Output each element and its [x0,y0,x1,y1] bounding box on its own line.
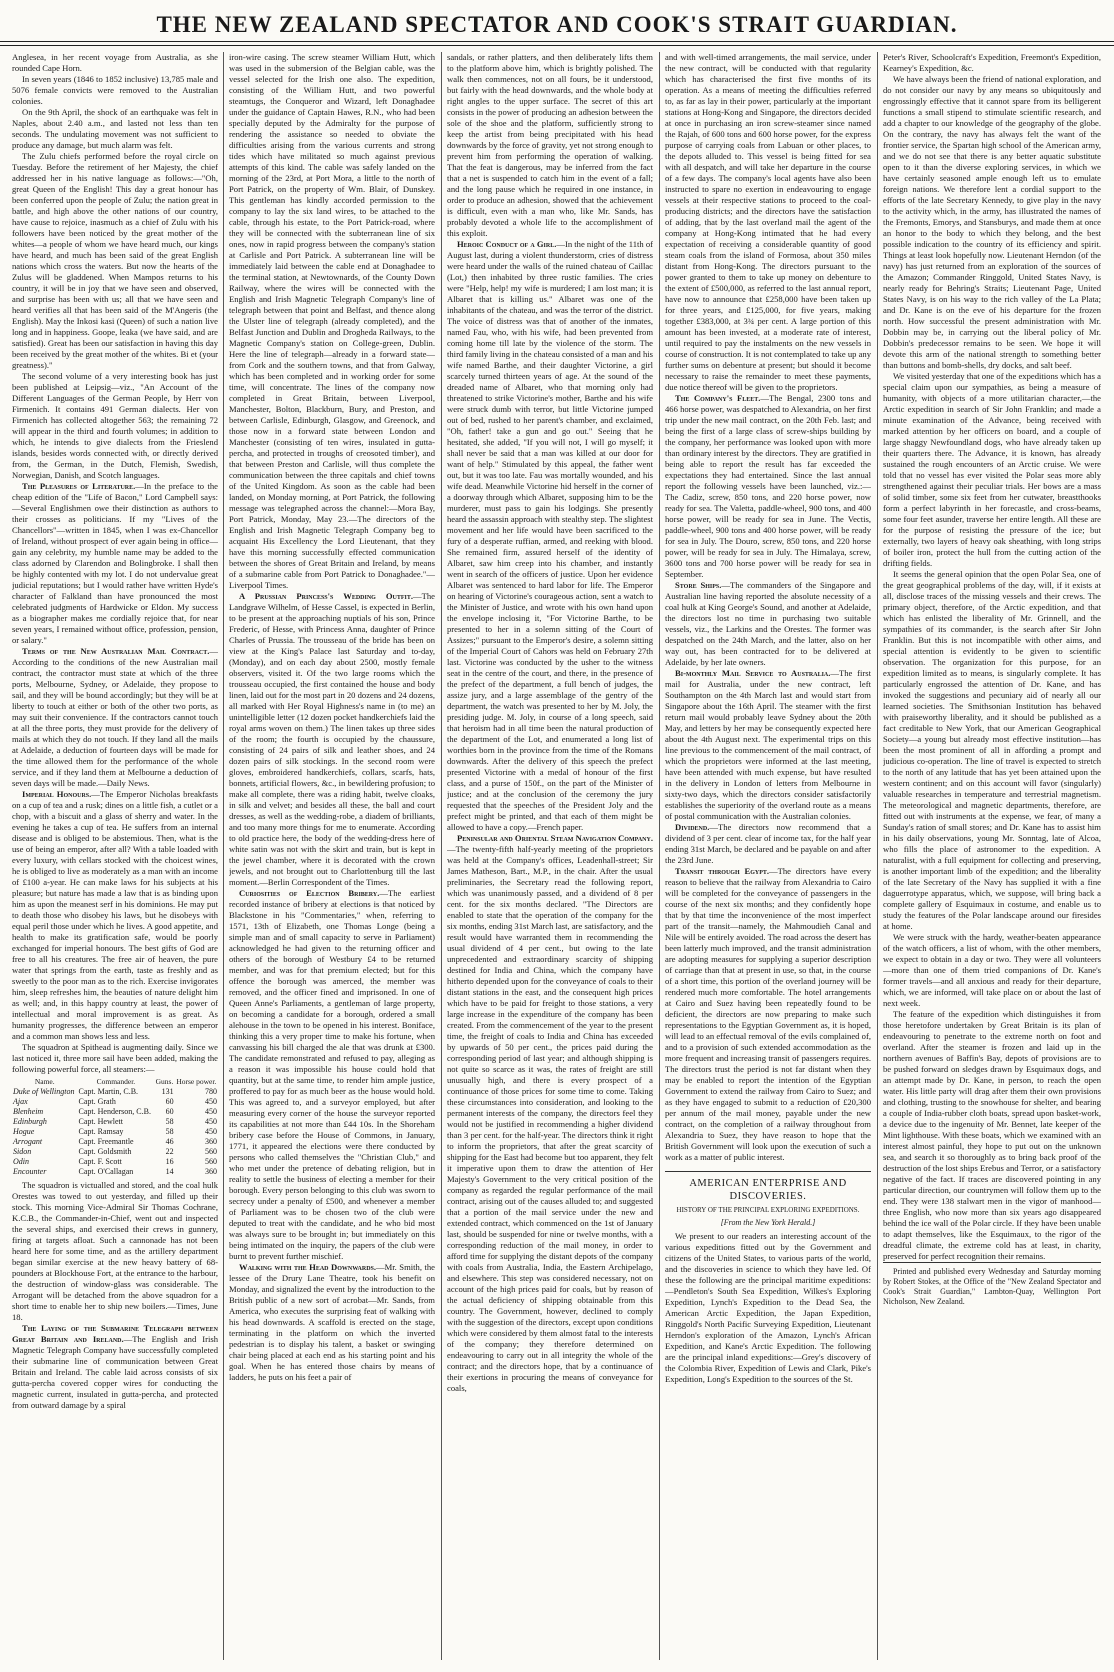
fleet-table-header [12,1077,218,1087]
article-paragraph [229,591,435,888]
article-paragraph: We present to our readers an interesting account of the various expeditions fitted out by the Government and citizens of the United States, to various parts of the world, and the discoveries in science to which they have led. Of these the following are the principal maritime expeditions:—Pendleton's South Sea Expedition, Wilkes's Exploring Expedition, Lynch's Expedition to the Dead Sea, the American Arctic Expedition, the Japan Expedition, Ringgold's North Pacific Surveying Expedition, Lieutenant Herndon's exploration of the Amazon, Lynch's African Expedition, and Kane's Arctic Expedition. The following are the principal inland expeditions:—Grey's discovery of the Colombia River, Expedition of Lewis and Clark, Pike's Expedition, Long's Expedition to the sources of the St. [665,1231,871,1384]
fleet-horse-power: 450 [205,1107,217,1116]
article-heading: Curiosities of Election Bribery. [239,888,380,898]
article-paragraph: The squadron at Spithead is augmenting daily. Since we last noticed it, three more sail have been added, making the following powerful force, all steamers:— [12,1042,218,1074]
column-divider [877,52,878,1660]
fleet-table-row [12,1167,218,1177]
article-paragraph: In seven years (1846 to 1852 inclusive) 13,785 male and 5076 female convicts were removed to the Australian colonies. [12,74,218,106]
column-1 [12,52,218,1660]
article-body: —The Bengal, 2300 tons and 466 horse power, was despatched to Alexandria, on her first trip under the new mail contract, on the 20th Feb. last; and being the first of a large class of screw-ships building by the company, her performance was looked upon with more than ordinary interest by the directors. They are gratified in being able to report the result has far exceeded the expectations they had entertained. Since the last annual report the following vessels have been launched, viz.:—The Cadiz, screw, 850 tons, and 220 horse power, now ready for sea. The Valetta, paddle-wheel, 900 tons, and 400 horse power, will be ready for sea in June. The Vectis, paddle-wheel, 900 tons and 400 horse power, will be ready for sea in July. The Douro, screw, 850 tons, and 220 horse power, will be ready for sea in July. The Himalaya, screw, 3600 tons and 700 horse power will be ready for sea in September. [665,393,871,579]
section-subheading: HISTORY OF THE PRINCIPAL EXPLORING EXPEDITIONS. [676,1206,860,1214]
fleet-ship-name: Sidon [13,1147,32,1156]
article-paragraph [665,580,871,668]
fleet-table-row [12,1137,218,1147]
column-3 [447,52,653,1660]
article-body: —Mr. Smith, the lessee of the Drury Lane Theatre, took his benefit on Monday, and signalized the event by the introduction to the British public of a new sort of acrobat—Mr. Sands, from America, who executes the surprising feat of walking with his head downwards. A scaffold is erected on the stage, terminating in the platform on which the inverted pedestrian is to display his talent, a basket or swinging chair being placed at each end as his starting point and his goal. When he has entered those chairs by means of ladders, he puts on his feet a pair of [229,1262,435,1382]
article-paragraph [665,393,871,580]
fleet-commander: Capt. O'Callagan [78,1167,134,1176]
article-paragraph: The squadron is victualled and stored, and the coal hulk Orestes was towed to out yesterday, and filled up their stock. This morning Vice-Admiral Sir Thomas Cochrane, K.C.B., the Commander-in-Chief, went out and inspected the several ships, and exercised their crews in gunnery, firing at targets afloat. Such a cannonade has not been heard here for some time, and as the artillery department began similar exercise at the new heavy battery of 68-pounders at Blockhouse Fort, at the entrance to the harbour, the destruction of window-glass was considerable. The Arrogant will be detached from the above squadron for a short time to enable her to ship new boilers.—Times, June 18. [12,1180,218,1322]
fleet-guns: 60 [165,1107,174,1116]
fleet-horse-power: 360 [205,1167,217,1176]
fleet-horse-power: 450 [205,1097,217,1106]
fleet-guns: 60 [165,1097,174,1106]
fleet-horse-power: 360 [205,1137,217,1146]
article-heading: Terms of the New Australian Mail Contract. [22,646,210,656]
column-divider [441,52,442,1660]
article-heading: The Company's Fleet. [675,393,761,403]
article-body: —The Emperor Nicholas breakfasts on a cup of tea and a rusk; dines on a little fish, a cutlet or a chop, with a biscuit and a glass of sherry and water. In the evening he takes a cup of tea. He suffers from an internal disease and is obliged to be abstemious. Then, what is the use of being an emperor, after all? With a table loaded with every luxury, with cellars stocked with the choicest wines, he is obliged to live as moderately as a man with an income of £100 a-year. He can make laws for his subjects at his pleasure; but nature has made a law that is as binding upon him as upon the meanest serf in his dominions. He may put to death those who disobey his laws, but he disobeys with equal peril those under which he lives. A good appetite, and health to make its gratification safe, would be poorly exchanged for imperial honours. The best gifts of God are free to all his creatures. The free air of heaven, the pure water that springs from the earth, taste as freshly and as sweetly to the poor man as to the rich. Exercise invigorates him, sleep refreshes him, the beauties of nature delight him as well; and, in this happy country at least, the power of intellectual and moral improvement is as great. As humanity progresses, the difference between an emperor and a common man shows less and less. [12,789,218,1041]
article-heading: Dividend. [675,822,710,832]
section-heading: AMERICAN ENTERPRISE AND DISCOVERIES. [665,1171,871,1203]
column-2 [229,52,435,1660]
article-paragraph: We visited yesterday that one of the expeditions which has a special claim upon our sympathies, as being a measure of humanity, with objects of a more utilitarian character,—the Arctic expedition in search of Sir John Franklin; and made a minute examination of the Advance, being received with marked attention by her officers on board, and a couple of large shaggy Newfoundland dogs, who have already taken up their quarters there. The Advance, it is known, has already sustained the rough encounters of an Arctic cruise. We were told that no vessel has ever visited the Polar seas more ably strengthened against their peculiar trials. Her bows are a mass of solid timber, some six feet from her cutwater, breastthooks form a perfect labyrinth in her forecastle, and cross-beams, some four feet asunder, traverse her entire length. All these are for the purpose of resisting the pressure of the ice; but externally, two layers of heavy oak sheathing, with long strips of boiler iron, protect the hull from the cutting action of the drifting fields. [883,371,1101,568]
article-body: —The earliest recorded instance of bribery at elections is that noticed by Blackstone in his "Commentaries," when, referring to 1571, 13th of Elizabeth, one Thomas Longe (being a simple man and of small capacity to serve in Parliament) acknowledged he had given to the returning officer and others of the borough of Westbury £4 to be returned member, and was for that premium elected; but for this offence the borough was amerced, the member was removed, and the officer fined and imprisoned. In one of Queen Anne's Parliaments, a gentleman of large property, on becoming a candidate for a borough, ordered a small alehouse in the town to be opened in his interest. Boniface, thinking this a very proper time to make his fortune, when canvassing his bill charged the ale that was drunk at £300. The candidate remonstrated and refused to pay, alleging as a reason it was impossible his house could hold that quantity, but at the same time, to render him ample justice, proffered to pay for as much beer as the house would hold. This was agreed to, and a surveyor employed, but after measuring every corner of the house the surveyor reported its capabilities at not more than £44 10s. In the Shoreham bribery case before the House of Commons, in January, 1771, it appeared the elections were there conducted by persons who called themselves the "Christian Club," and who met under the pretence of debating religion, but in reality to settle the business of electing a member for their borough. Every person belonging to this club was sworn to secrecy under a penalty of £500, and whenever a member of Parliament was to be chosen two of the club were deputed to treat with the candidate, and he who bid most was always sure to be brought in; but immediately on this being intimated on the inquiry, the papers of the club were burnt to prevent further mischief. [229,888,435,1261]
article-paragraph: The feature of the expedition which distinguishes it from those heretofore undertaken by Great Britain is its plan of endeavouring to penetrate to the extreme north on foot and overland. After the steamer is frozen and laid up in the northern avenues of Baffin's Bay, depots of provisions are to be pushed forward on sledges drawn by Esquimaux dogs, and an attempt made by Dr. Kane, in person, to reach the open water. His little party will drag after them their own provisions and clothing, trusting to the snowhouse for shelter, and bearing a couple of India-rubber cloth boats, spread upon basket-work, a device due to the ingenuity of Mr. Bennet, late keeper of the Mint lighthouse. With these boats, which we examined with an interest almost painful, they hope to put out on the unknown sea, and search it so thoroughly as to bring back proof of the destruction of the lost ships Erebus and Terror, or a satisfactory negative of the fact. If traces are discovered pointing in any particular direction, our countrymen will follow them up to the end. They were 138 stalwart men in the vigor of manhood—three English, who now more than six years ago disappeared behind the ice wall of the Polar circle. If they have been unable to adapt themselves, like the Esquimaux, to the rigor of the dreadful climate, the extreme cold has at least, in charity, preserved for perfect recognition their remains. [883,1009,1101,1261]
source-credit: [From the New York Herald.] [720,1218,816,1227]
article-paragraph: Anglesea, in her recent voyage from Australia, as she rounded Cape Horn. [12,52,218,73]
article-heading: Peninsular and Oriental Steam Navigation Company. [457,833,653,843]
columns [12,52,1104,1660]
article-paragraph: sandals, or rather platters, and then deliberately lifts them to the platform above him, which is brightly polished. The walk then commences, not on all fours, be it understood, but fairly with the head downwards, and the whole body at right angles to the upper surface. The secret of this art consists in the power of producing an adhesion between the sole of the shoe and the platform, sufficiently strong to keep the artist from being precipitated with his head downwards by the force of gravity, yet not strong enough to prevent him from performing the operation of walking. That the feat is dangerous, may be inferred from the fact that a net is suspended to catch him in the event of a fall; and the long pause which he required in one instance, in order to produce an adhesion, showed that the achievement is difficult, even with a man who, like Mr. Sands, has probably devoted a whole life to the accomplishment of this exploit. [447,52,653,238]
fleet-header-name: Name. [34,1077,55,1086]
article-paragraph [229,1262,435,1383]
article-heading: A Prussian Princess's Wedding Outfit. [239,591,414,601]
column-4 [665,52,871,1660]
fleet-commander: Capt. Ramsay [78,1127,124,1136]
fleet-commander: Capt. Henderson, C.B. [78,1107,151,1116]
publisher-imprint: Printed and published every Wednesday and Saturday morning by Robert Stokes, at the Office of the "New Zealand Spectator and Cook's Strait Guardian," Lambton-Quay, Wellington Port Nicholson, New Zealand. [883,1262,1101,1307]
article-paragraph [665,866,871,1163]
article-heading: Walking with the Head Downwards. [239,1262,377,1272]
article-paragraph: iron-wire casing. The screw steamer William Hutt, which was used in the submersion of the Belgian cable, was the vessel selected for the Irish one also. The expedition, consisting of the William Hutt, and two powerful steamtugs, the Conqueror and Wizard, left Donaghadee under the guidance of Captain Hawes, R.N., who had been specially deputed by the Admiralty for the purpose of rendering the assistance so needed to obviate the difficulties arising from the various currents and strong tides which have militated so much against previous attempts of this kind. The cable was safely landed on the morning of the 23rd, at Port Mora, a little to the north of Port Patrick, on the property of Wm. Blair, of Dunskey. This gentleman has kindly accorded permission to the company to lay the six land wires, to be attached to the cable, through his estate, to the Port Patrick-road, where they will be connected with the subterranean line of six ones, now in rapid progress between the company's station at Carlisle and Port Patrick. A subterranean line will be immediately laid between the cable end at Donaghadee to the terminal station, at Newtownards, of the County Down Railway, where the wires will be connected with the English and Irish Magnetic Telegraph Company's line of telegraph between that point and Belfast, and thence along the Ulster line of telegraph (already completed), and the Belfast Junction and Dublin and Drogheda Railways, to the Magnetic Company's station on College-green, Dublin. Here the line of telegraph—already in a forward state—from Cork and the southern towns, and that from Galway, which has been completed and in working order for some time, will concentrate. The lines of the company now completed in Great Britain, between Liverpool, Manchester, Bolton, Blackburn, Bury, and Preston, and between Carlisle, Edinburgh, Glasgow, and Greenock, and those now in a forward state between London and Manchester (consisting of ten wires, insulated in gutta-percha, and protected in troughs of creosoted timber), and that between Preston and Carlisle, will thus complete the communication between the three capitals and chief towns of the United Kingdom. As soon as the cable had been landed, on Monday morning, at Port Patrick, the following message was telegraphed across the channel:—Mora Bay, Port Patrick, Monday, May 23.—The directors of the English and Irish Magnetic Telegraph Company beg to acquaint His Excellency the Lord Lieutenant, that they have this morning successfully effected communication between the shores of Great Britain and Ireland, by means of a submarine cable from Port Patrick to Donaghadee."—Liverpool Times. [229,52,435,590]
article-heading: Store Ships. [675,580,722,590]
fleet-table-row [12,1147,218,1157]
fleet-table-body [12,1087,218,1177]
article-paragraph [665,822,871,866]
masthead-rule-thin [0,45,1114,46]
article-paragraph: On the 9th April, the shock of an earthquake was felt in Naples, about 2.40 a.m., and lasted not less than ten seconds. The undulating movement was not sufficient to produce any damage, but much alarm was felt. [12,107,218,150]
article-heading: The Pleasures of Literature. [22,481,136,491]
article-paragraph: It seems the general opinion that the open Polar Sea, one of the great geographical problems of the day, will, if it exists at all, disclose traces of the missing vessels and their crews. The primary object, therefore, of the Arctic expedition, and that which has enlisted the liberality of Mr. Grinnell, and the sympathies of its commander, is the search after Sir John Franklin. But this is not incompatible with other aims, and special attention is evidently to be given to scientific observation. The organization for this purpose, for an expedition limited as to means, is singularly complete. It has particularly engrossed the attention of Dr. Kane, and has invoked the suggestions and pecuniary aid of nearly all our learned societies. The Smithsonian Institution has behaved with praiseworthy liberality, and it should be published as a fact creditable to New York, that our American Geographical Society—a young but already most effective institution—has been the most prominent of all in affording a prompt and judicious co-operation. The line of travel is expected to stretch to the north of any latitude that has yet been attained upon the western continent; and on this account will favor (singularly) valuable researches in temperature and terrestrial magnetism. The meteorological and magnetic departments, therefore, are fitted out with instruments at the expense, we fear, of many a Sunday's ration of small stores; and Dr. Kane has to assist him in his daily observations, young Mr. Sonntag, late of Alcoa, who fills the place of astronomer to the expedition. A naturalist, with a full equipment for collecting and preserving, is another important limb of the expedition; and the liberality of the late Secretary of the Navy has supplied it with a fine daguerrotype apparatus, which, we suppose, will bring back a complete gallery of Esquimaux in costume, and enable us to study the features of the Polar landscape around our firesides at home. [883,569,1101,931]
article-body: —In the preface to the cheap edition of the "Life of Bacon," Lord Campbell says:—Several Englishmen owe their distinction as authors to their crosses as politicians. If my "Lives of the Chancellors"—written in 1845, when I was ex-Chancellor of Ireland, without prospect of ever again being in office—gain any celebrity, my humble name may be added to the class adorned by Clarendon and Bolingbroke. I shall then be highly contented with my lot. I do not undervalue great judicial reputations; but I would rather have written Hyde's character of Falkland than have pronounced the most celebrated judgments of Hardwicke or Eldon. My success as a biographer makes me cordially rejoice that, for near seven years, I remained without office, profession, pension, or salary." [12,481,218,645]
article-heading: Bi-monthly Mail Service to Australia. [675,668,831,678]
article-body: —The commanders of the Singapore and Australian line having reported the absolute necessity of a coal hulk at King George's Sound, and another at Adelaide, the directors lost no time in purchasing two suitable vessels, viz., the Larkins and the Orestes. The former was despatched on the 24th March, and the latter, also on her way out, has been contracted for to be delivered at Adelaide, by her late owners. [665,580,871,667]
article-body: —The directors now recommend that a dividend of 3 per cent. clear of income tax, for the half year ending 31st March, be declared and be payable on and after the 23rd June. [665,822,871,865]
fleet-commander: Capt. Hewlett [78,1117,123,1126]
fleet-table [12,1077,218,1177]
fleet-commander: Capt. Martin, C.B. [78,1087,139,1096]
article-paragraph [12,789,218,1042]
fleet-horse-power: 450 [205,1117,217,1126]
article-heading: Heroic Conduct of a Girl. [457,239,557,249]
article-paragraph: We have always been the friend of national exploration, and do not consider our navy by any means so ubiquitously and engrossingly effective that it cannot spare from its belligerent functions a small stipend to stimulate scientific research, and add a chapter to our knowledge of the geography of the globe. On the contrary, the navy has always felt the want of the frontier service, the Spartan high school of the American army, and we do not see that there is any better aquatic substitute open to it than the diverse exploring services, in which we have certainly seasoned ample enough left us to emulate foreign nations. We therefore lent a cordial support to the efforts of the late Secretary Kennedy, to give play in the navy to the activity which, in the army, has illustrated the names of the Fremonts, Emorys, and Stansburys, and made them at once an honor to the body to which they belong, and the best possible indication to the country of its efficiency and spirit. Things at least look hopefully now. Lieutenant Herndon (of the navy) has just returned from an exploration of the sources of the Amazon; Commander Ringgold, United States Navy, is nearly ready for Behring's Straits; Lieutenant Page, United States Navy, is on his way to the rich valley of the La Plata; and Dr. Kane is on the eve of his departure for the frozen north. How successful the present administration with Mr. Dobbin may be, in carrying out the liberal policy of Mr. Dobbin's predecessor remains to be seen. We hope it will devote this arm of the national strength to something better than buttons and bomb-shells, dry docks, and salt beef. [883,74,1101,370]
fleet-table-row [12,1127,218,1137]
article-paragraph: The Zulu chiefs performed before the royal circle on Tuesday. Before the retirement of her Majesty, the chief addressed her in his native language as follows:—"Oh, great Queen of the English! This day a great honour has been conferred upon the people of Zulu; the nation great in battle, and high above the other nations of our country, have cause to rejoice, inasmuch as a chief of Zulu with his followers have been noticed by the great mother of the whites—a people of whom we have heard much, our kings have heard, and much has been said of the great English nations which cross the waters. But now the hearts of the Zulus will be gladdened. When Mampos returns to his country, it will be in joy that we have seen and observed, and surprise has been with us; all that we have seen and heard verifies all that has been said of the M'Angeris (the English). May the Inkosi kasi (Queen) of such a nation live long and in happiness. Goope, leaka (we have said, and are satisfied). Great has been our satisfaction in having this day been received by the great mother of the whites. Bi et (your greatness)." [12,151,218,370]
column-5 [883,52,1101,1660]
fleet-commander: Capt. F. Scott [78,1157,122,1166]
article-paragraph [447,833,653,1394]
fleet-header-horse-power: Horse power. [176,1077,217,1086]
fleet-guns: 14 [165,1167,174,1176]
fleet-guns: 22 [165,1147,174,1156]
article-paragraph [665,668,871,822]
column-divider [659,52,660,1660]
fleet-table-row [12,1087,218,1097]
article-heading: The Laying of the Submarine Telegraph between Great Britain and Ireland. [12,1323,218,1344]
article-paragraph [229,888,435,1262]
masthead-rule [0,41,1114,42]
article-paragraph [12,646,218,789]
fleet-ship-name: Hogue [13,1127,35,1136]
article-paragraph: We were struck with the hardy, weather-beaten appearance of the watch officers, a list of whom, with the other members, we expect to obtain in a day or two. They were all volunteers—more than one of them tried companions of Dr. Kane's former travels—and all anxious and ready for their departure, which, we are informed, will take place on or about the last of next week. [883,932,1101,1008]
fleet-horse-power: 560 [205,1157,217,1166]
article-body: —The English and Irish Magnetic Telegraph Company have successfully completed their submarine line of communication between Great Britain and Ireland. The cable laid across consists of six gutta-percha covered copper wires for conducting the magnetic current, insulated in gutta-percha, and protected from outward damage by a spiral [12,1334,218,1410]
fleet-ship-name: Ajax [13,1097,28,1106]
fleet-horse-power: 450 [205,1127,217,1136]
newspaper-title: THE NEW ZEALAND SPECTATOR AND COOK'S STRAIT GUARDIAN. [156,12,958,37]
fleet-table-row [12,1117,218,1127]
article-body: —The twenty-fifth half-yearly meeting of the proprietors was held at the Company's offices, Leadenhall-street; Sir James Matheson, Bart., M.P., in the chair. After the usual preliminaries, the Secretary read the following report, which was unanimously passed, and a dividend of 8 per cent. for the six months declared. "The Directors are enabled to state that the operation of the company for the six months, ending 31st March last, are satisfactory, and the result would have warranted them in recommending the usual dividend of 4 per cent., but owing to the late unprecedented and extraordinary scarcity of shipping destined for India and China, which the company have hitherto depended upon for the conveyance of coals to their distant stations in the east, and the consequent high prices which have to be paid for freight to those stations, a very large increase in the expenditure of the company has been created. From the commencement of the year to the present time, the freight of coals to India and China has exceeded by upwards of 50 per cent., the prices paid during the corresponding period of last year; and although shipping is not quite so scarce as it was, the rates of freight are still unusually high, and there is every prospect of a continuance of those prices for some time to come. Taking these circumstances into consideration, and looking to the permanent interests of the company, the directors feel they would not be justified in recommending a higher dividend than 3 per cent. for the half-year. The directors think it right to inform the proprietors, that after the great scarcity of shipping for the East had become but too apparent, they felt it imperative upon them to draw the attention of Her Majesty's Government to the very critical position of the company as regarded the regular performance of the mail contract, arising out of the causes alluded to; and suggested that a portion of the mail service under the new and extended contract, which commenced on the 1st of January last, should be suspended for nine or twelve months, with a corresponding reduction of the mail money, in order to afford time for supplying the distant depots of the company with coals from Australia, India, the Eastern Archipelago, and elsewhere. This step was considered necessary, not on account of the high prices paid for coals, but by reason of the actual deficiency of shipping obtainable from this country. The Government, however, declined to comply with the suggestion of the directors, except upon conditions which were considered by them almost fatal to the interests of the company; they therefore determined on endeavouring to carry out in all integrity the whole of the contract; and the directors hope, that by a continuance of their exertions in procuring the means of conveyance for coals, [447,844,653,1393]
fleet-ship-name: Arrogant [13,1137,43,1146]
fleet-guns: 46 [165,1137,174,1146]
article-paragraph: Peter's River, Schoolcraft's Expedition, Freemont's Expedition, Kearney's Expedition, &c. [883,52,1101,73]
fleet-guns: 58 [165,1127,174,1136]
fleet-guns: 131 [161,1087,174,1096]
fleet-commander: Capt. Goldsmith [78,1147,132,1156]
article-paragraph: and with well-timed arrangements, the mail service, under the new contract, will be conducted with that regularity which has characterised the first five months of its operation. As a means of meeting the difficulties referred to, as far as lay in their power, particularly at the important stations at Hong-Kong and Singapore, the directors decided at once in purchasing an iron screw-steamer since named the Rajah, of 600 tons and 600 horse power, for the express purpose of carrying coals from Labuan or other places, to the depots alluded to. This vessel is being fitted for sea with all despatch, and will take her departure in the course of a few days. The company's local agents have also been instructed to spare no exertion in endeavouring to engage vessels at their respective stations to proceed to the coal-producing districts; and the directors have the satisfaction of adding, that by the last overland mail the agent of the company at Hong-Kong intimated that he had every expectation of receiving a considerable quantity of good steam coals from the island of Formosa, about 350 miles distant from Hong-Kong. The directors pursuant to the power granted to them to take up money on debenture to the extent of £500,000, as referred to the last annual report, have now to announce that £258,000 have been taken up for three years, and £125,000, for five years, making together £383,000, at 3¾ per cent. A large portion of this amount has been invested, at a moderate rate of interest, until required to pay the instalments on the new vessels in course of construction. It is not contemplated to take up any further sums on debenture at present; but should it become necessary to raise the remainder to meet these payments, due notice thereof will be given to the proprietors. [665,52,871,392]
fleet-commander: Capt. Freemantle [78,1137,134,1146]
fleet-guns: 16 [165,1157,174,1166]
article-body: —The first mail for Australia, under the new contract, left Southampton on the 4th March last and would start from Singapore about the 16th April. The steamer with the first return mail would probably leave Sydney about the 20th May, and letters by her may be consequently expected here about the 4th August next. The experimental trips on this line previous to the commencement of the mail contract, of which the proprietors were informed at the last meeting, have been attended with much expense, but have resulted in the delivery in London of letters from Melbourne in sixty-two days, which the directors consider satisfactorily establishes the superiority of the overland route as a means of postal communication with the Australian colonies. [665,668,871,821]
fleet-ship-name: Duke of Wellington [13,1087,75,1096]
fleet-horse-power: 560 [205,1147,217,1156]
fleet-commander: Capt. Grath [78,1097,116,1106]
fleet-ship-name: Edinburgh [13,1117,47,1126]
fleet-ship-name: Encounter [13,1167,47,1176]
article-body: —The Landgrave Wilhelm, of Hesse Cassel, is expected in Berlin, to be present at the approaching nuptials of his son, Prince Frederic, of Hesse, with Princess Anna, daughter of Prince Charles of Prussia. The trousseau of the bride has been on view at the King's Palace last Saturday and to-day, (Monday), and on each day about 2500, mostly female observers, visited it. Of the two large rooms which the trousseau occupied, the first contained the house and body linen, laid out for the most part in 20 dozens and 24 dozens, all marked with Her Royal Highness's name in (to me) an unintelligible letter (12 dozen pocket handkerchiefs laid the royal arms woven on them.) The linen takes up three sides of the room; the fourth is occupied by the chaussure, consisting of 24 pairs of silk and leather shoes, and 24 dozen pairs of silk stockings. In the second room were gloves, embroidered handkerchiefs, collars, scarfs, hats, bonnets, artificial flowers, &c., in bewildering profusion; to make all complete, there was a riding habit, twelve cloaks, in silk and velvet; and besides all these, the ball and court dresses, as well as the wedding-robe, a diadem of brilliants, and too many more things for me to enumerate. According to old practice here, the body of the wedding-dress here of white satin was not with the skirt and train, but is kept in the jewel chamber, where it is decorated with the crown jewels, and not brought out to Charlottenburg till the last moment.—Berlin Correspondent of the Times. [229,591,435,887]
article-paragraph [12,481,218,646]
article-paragraph [447,239,653,833]
fleet-table-row [12,1107,218,1117]
fleet-horse-power: 780 [205,1087,217,1096]
fleet-ship-name: Blenheim [13,1107,44,1116]
masthead [0,0,1114,44]
fleet-ship-name: Odin [13,1157,29,1166]
article-body: —According to the conditions of the new Australian mail contract, the contractor must state at which of the three ports, Melbourne, Sydney, or Adelaide, they propose to sail, and they will be bound accordingly; but they will be at liberty to touch at either or both of the other two ports, as may suit their convenience. If the contractors cannot touch at all the three ports, they must provide for the delivery of mails at which they do not touch. If they land all the mails at Adelaide, a deduction of fourteen days will be made for the time allowed them for the performance of the whole service, and if they land them at Melbourne a deduction of seven days will be made.—Daily News. [12,646,218,788]
fleet-table-row [12,1097,218,1107]
article-paragraph: The second volume of a very interesting book has just been published at Leipsig—viz., "An Account of the Different Languages of the German People, by Herr von Firmenich. It contains 491 German dialects. Her von Firmenich has collected altogether 563; the remaining 72 will appear in the third and fourth volumes; in addition to which, he intends to give dialects from the Frieslend islands, besides words connected with, or directly derived from, the German, in the Dutch, Flemish, Swedish, Norwegian, Danish, and Scotch languages. [12,371,218,480]
fleet-header-guns: Guns. [155,1077,174,1086]
fleet-header-commander: Commander. [96,1077,136,1086]
article-heading: Transit through Egypt. [675,866,770,876]
column-divider [223,52,224,1660]
fleet-guns: 58 [165,1117,174,1126]
article-paragraph [12,1323,218,1411]
article-body: —The directors have every reason to believe that the railway from Alexandria to Cairo will be completed for the conveyance of passengers in the course of the next six months; and they confidently hope that by that time the inconvenience of the most imperfect part of the transit—namely, the Mahmoudieh Canal and Nile will be entirely avoided. The road across the desert has been latterly much improved, and the transit administration are adopting measures for supplying a superior description of carriage than that at present in use, so that, in the course of a short time, this portion of the overland journey will be rendered much more comfortable. The hotel arrangements at Cairo and Suez having been repeatedly found to be deficient, the directors are now preparing to make such representations to the Egyptian Government as, it is hoped, will lead to an effectual removal of the evils complained of, and to a provision of such extended accommodation as the more frequent and increasing transit of passengers requires. The directors trust the period is not far distant when they may be enabled to report the intention of the Egyptian Government to extend the railway from Cairo to Suez; and as they have engaged to submit to a reduction of £20,300 per annum of the mail money, payable under the new contract, on the completion of a railway throughout from Alexandria to Suez, they have reason to hope that the British Government will look upon the execution of such a work as a matter of public interest. [665,866,871,1162]
article-body: —In the night of the 11th of August last, during a violent thunderstorm, cries of distress were heard under the walls of the ruined chateau of Caillac (Lot,) then inhabited by three rustic families. The cries were "Help, help! my wife is murdered; I am lost man; it is Albaret that is killing us." Albaret was one of the inhabitants of the chateau, and was the terror of the district. The voice of distress was that of another of the inmates, named Fau, who, with his wife, had been prevented from coming home till late by the violence of the storm. The third family living in the chateau consisted of a man and his wife named Barthe, and their daughter Victorine, a girl scarcely turned thirteen years of age. At the sound of the dreaded name of Albaret, who that morning only had threatened to strike Victorine's mother, Barthe and his wife were struck dumb with terror, but little Victorine jumped out of bed, rushed to her parent's chamber, and exclaimed, "Oh, father! take a gun and go out." Seeing that he hesitated, she added, "If you will not, I will go myself; it shall never be said that a man was killed at our door for want of help." Stimulated by this appeal, the father went out, but it was too late. Fau was mortally wounded, and his wife dead. Meanwhile Victorine hid herself in the corner of a doorway through which Albaret, supposing him to be the murderer, must pass to gain his lodgings. She presently heard the assassin approach with stealthy step. The slightest movement and her life would have been sacrificed to the fury of a desperate ruffian, armed, and reeking with blood. She remained firm, assured herself of the identity of Albaret, saw him creep into his chamber, and instantly went in search of the officers of justice. Upon her evidence Albaret was sentenced to hard labor for life. The Emperor on hearing of Victorine's courageous action, sent a watch to the Minister of Justice, and wrote with his own hand upon the envelope inclosing it, "For Victorine Barthe, to be presented to her in a solemn sitting of the Court of Assizes;" pursuant to the Emperor's desire, a solemn sitting of the Imperial Court of Cahors was held on February 27th last. Victorine was conducted by the usher to the witness seat in the centre of the court, and there, in the presence of the prefect of the department, a full bench of judges, the assize jury, and a large assemblage of the gentry of the department, the watch was presented to her by M. Joly, the presiding judge. M. Joly, in course of a long speech, said that heroism had in all time been the natural production of the department of the Lot, and enumerated a long list of worthies born in the province from the time of the Romans downwards. After the delivery of this speech the prefect presented Victorine with a medal of honour of the first class, and a purse of 150f., on the part of the Minister of justice; and at the conclusion of the ceremony the jury requested that the speeches of the President Joly and the prefect might be printed, and that each of them might be allowed to have a copy.—French paper. [447,239,653,832]
article-heading: Imperial Honours. [22,789,92,799]
fleet-table-row [12,1157,218,1167]
